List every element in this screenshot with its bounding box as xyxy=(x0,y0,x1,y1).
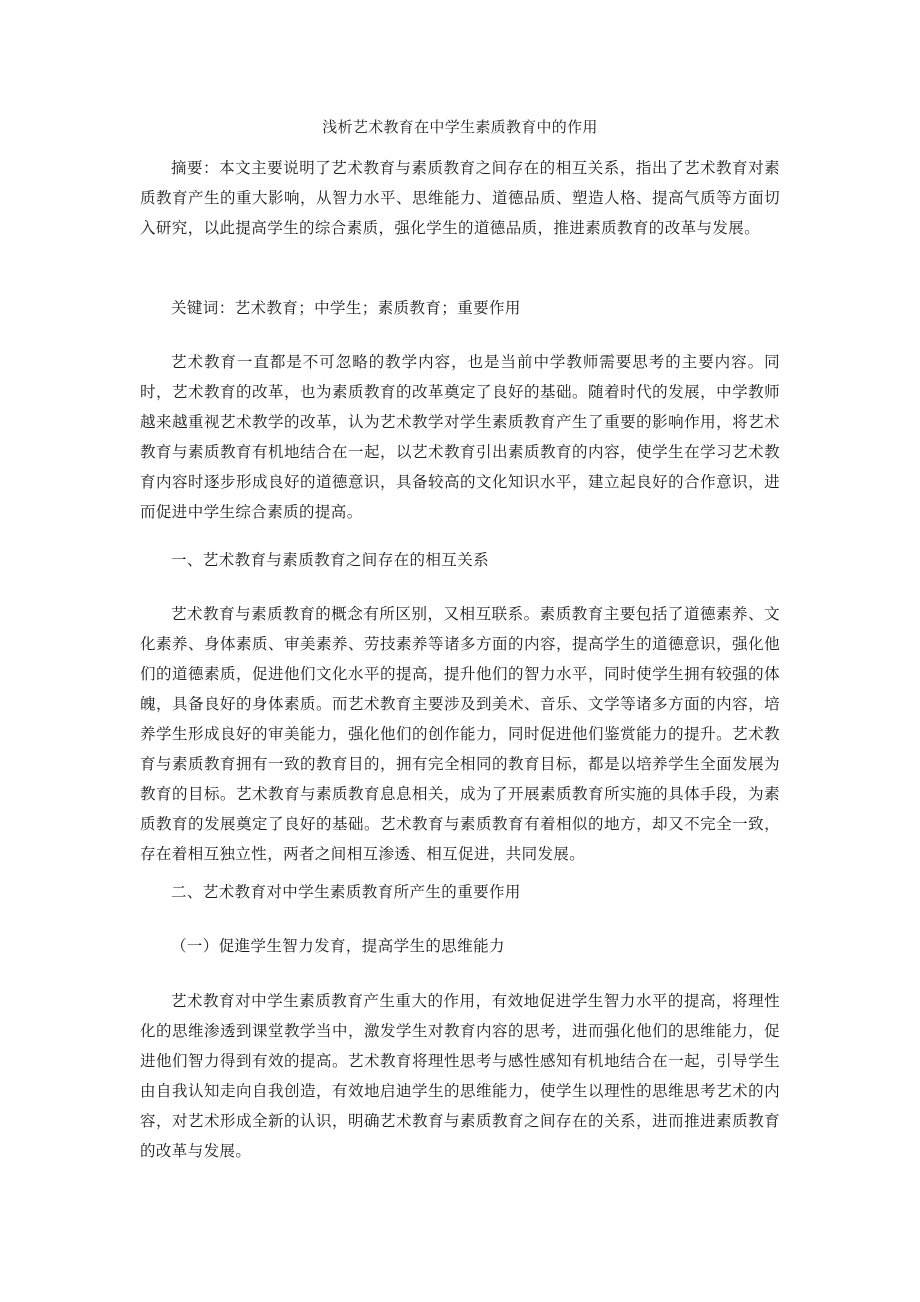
subsection1-paragraph: 艺术教育对中学生素质教育产生重大的作用，有效地促进学生智力水平的提高，将理性化的思维渗透到课堂教学当中，激发学生对教育内容的思考，进而强化他们的思维能力，促进他们智力得到有效的提高。艺术教育将理性思考与感性感知有机地结合在一起，引导学生由自我认知走向自我创造，有效地启迪学生的思维能力，使学生以理性的思维思考艺术的内容，对艺术形成全新的认识，明确艺术教育与素质教育之间存在的关系，进而推进素质教育的改革与发展。 xyxy=(140,992,780,1160)
section2-heading: 二、艺术教育对中学生素质教育所产生的重要作用 xyxy=(171,883,521,901)
intro-paragraph: 艺术教育一直都是不可忽略的教学内容，也是当前中学教师需要思考的主要内容。同时，艺术教育的改革，也为素质教育的改革奠定了良好的基础。随着时代的发展，中学教师越来越重视艺术教学的改革，认为艺术教学对学生素质教育产生了重要的影响作用，将艺术教育与素质教育有机地结合在一起，以艺术教育引出素质教育的内容，使学生在学习艺术教育内容时逐步形成良好的道德意识，具备较高的文化知识水平，建立起良好的合作意识，进而促进中学生综合素质的提高。 xyxy=(140,353,780,521)
abstract-paragraph: 摘要：本文主要说明了艺术教育与素质教育之间存在的相互关系，指出了艺术教育对素质教育产生的重大影响，从智力水平、思维能力、道德品质、塑造人格、提高气质等方面切入研究，以此提高学生的综合素质，强化学生的道德品质，推进素质教育的改革与发展。 xyxy=(140,159,780,237)
section1-heading: 一、艺术教育与素质教育之间存在的相互关系 xyxy=(171,551,490,569)
section1-paragraph: 艺术教育与素质教育的概念有所区别，又相互联系。素质教育主要包括了道德素养、文化素养、身体素质、审美素养、劳技素养等诸多方面的内容，提高学生的道德意识，强化他们的道德素质，促进他们文化水平的提高，提升他们的智力水平，同时使学生拥有较强的体魄，具备良好的身体素质。而艺术教育主要涉及到美术、音乐、文学等诸多方面的内容，培养学生形成良好的审美能力，强化他们的创作能力，同时促进他们鉴赏能力的提升。艺术教育与素质教育拥有一致的教育目的，拥有完全相同的教育目标，都是以培养学生全面发展为教育的目标。艺术教育与素质教育息息相关，成为了开展素质教育所实施的具体手段，为素质教育的发展奠定了良好的基础。艺术教育与素质教育有着相似的地方，却又不完全一致，存在着相互独立性，两者之间相互渗透、相互促进，共同发展。 xyxy=(140,605,780,863)
keywords-line: 关键词：艺术教育；中学生；素质教育；重要作用 xyxy=(171,299,521,317)
subsection1-heading: （一）促進学生智力发育，提高学生的思维能力 xyxy=(171,937,505,955)
document-title: 浅析艺术教育在中学生素质教育中的作用 xyxy=(322,118,598,136)
